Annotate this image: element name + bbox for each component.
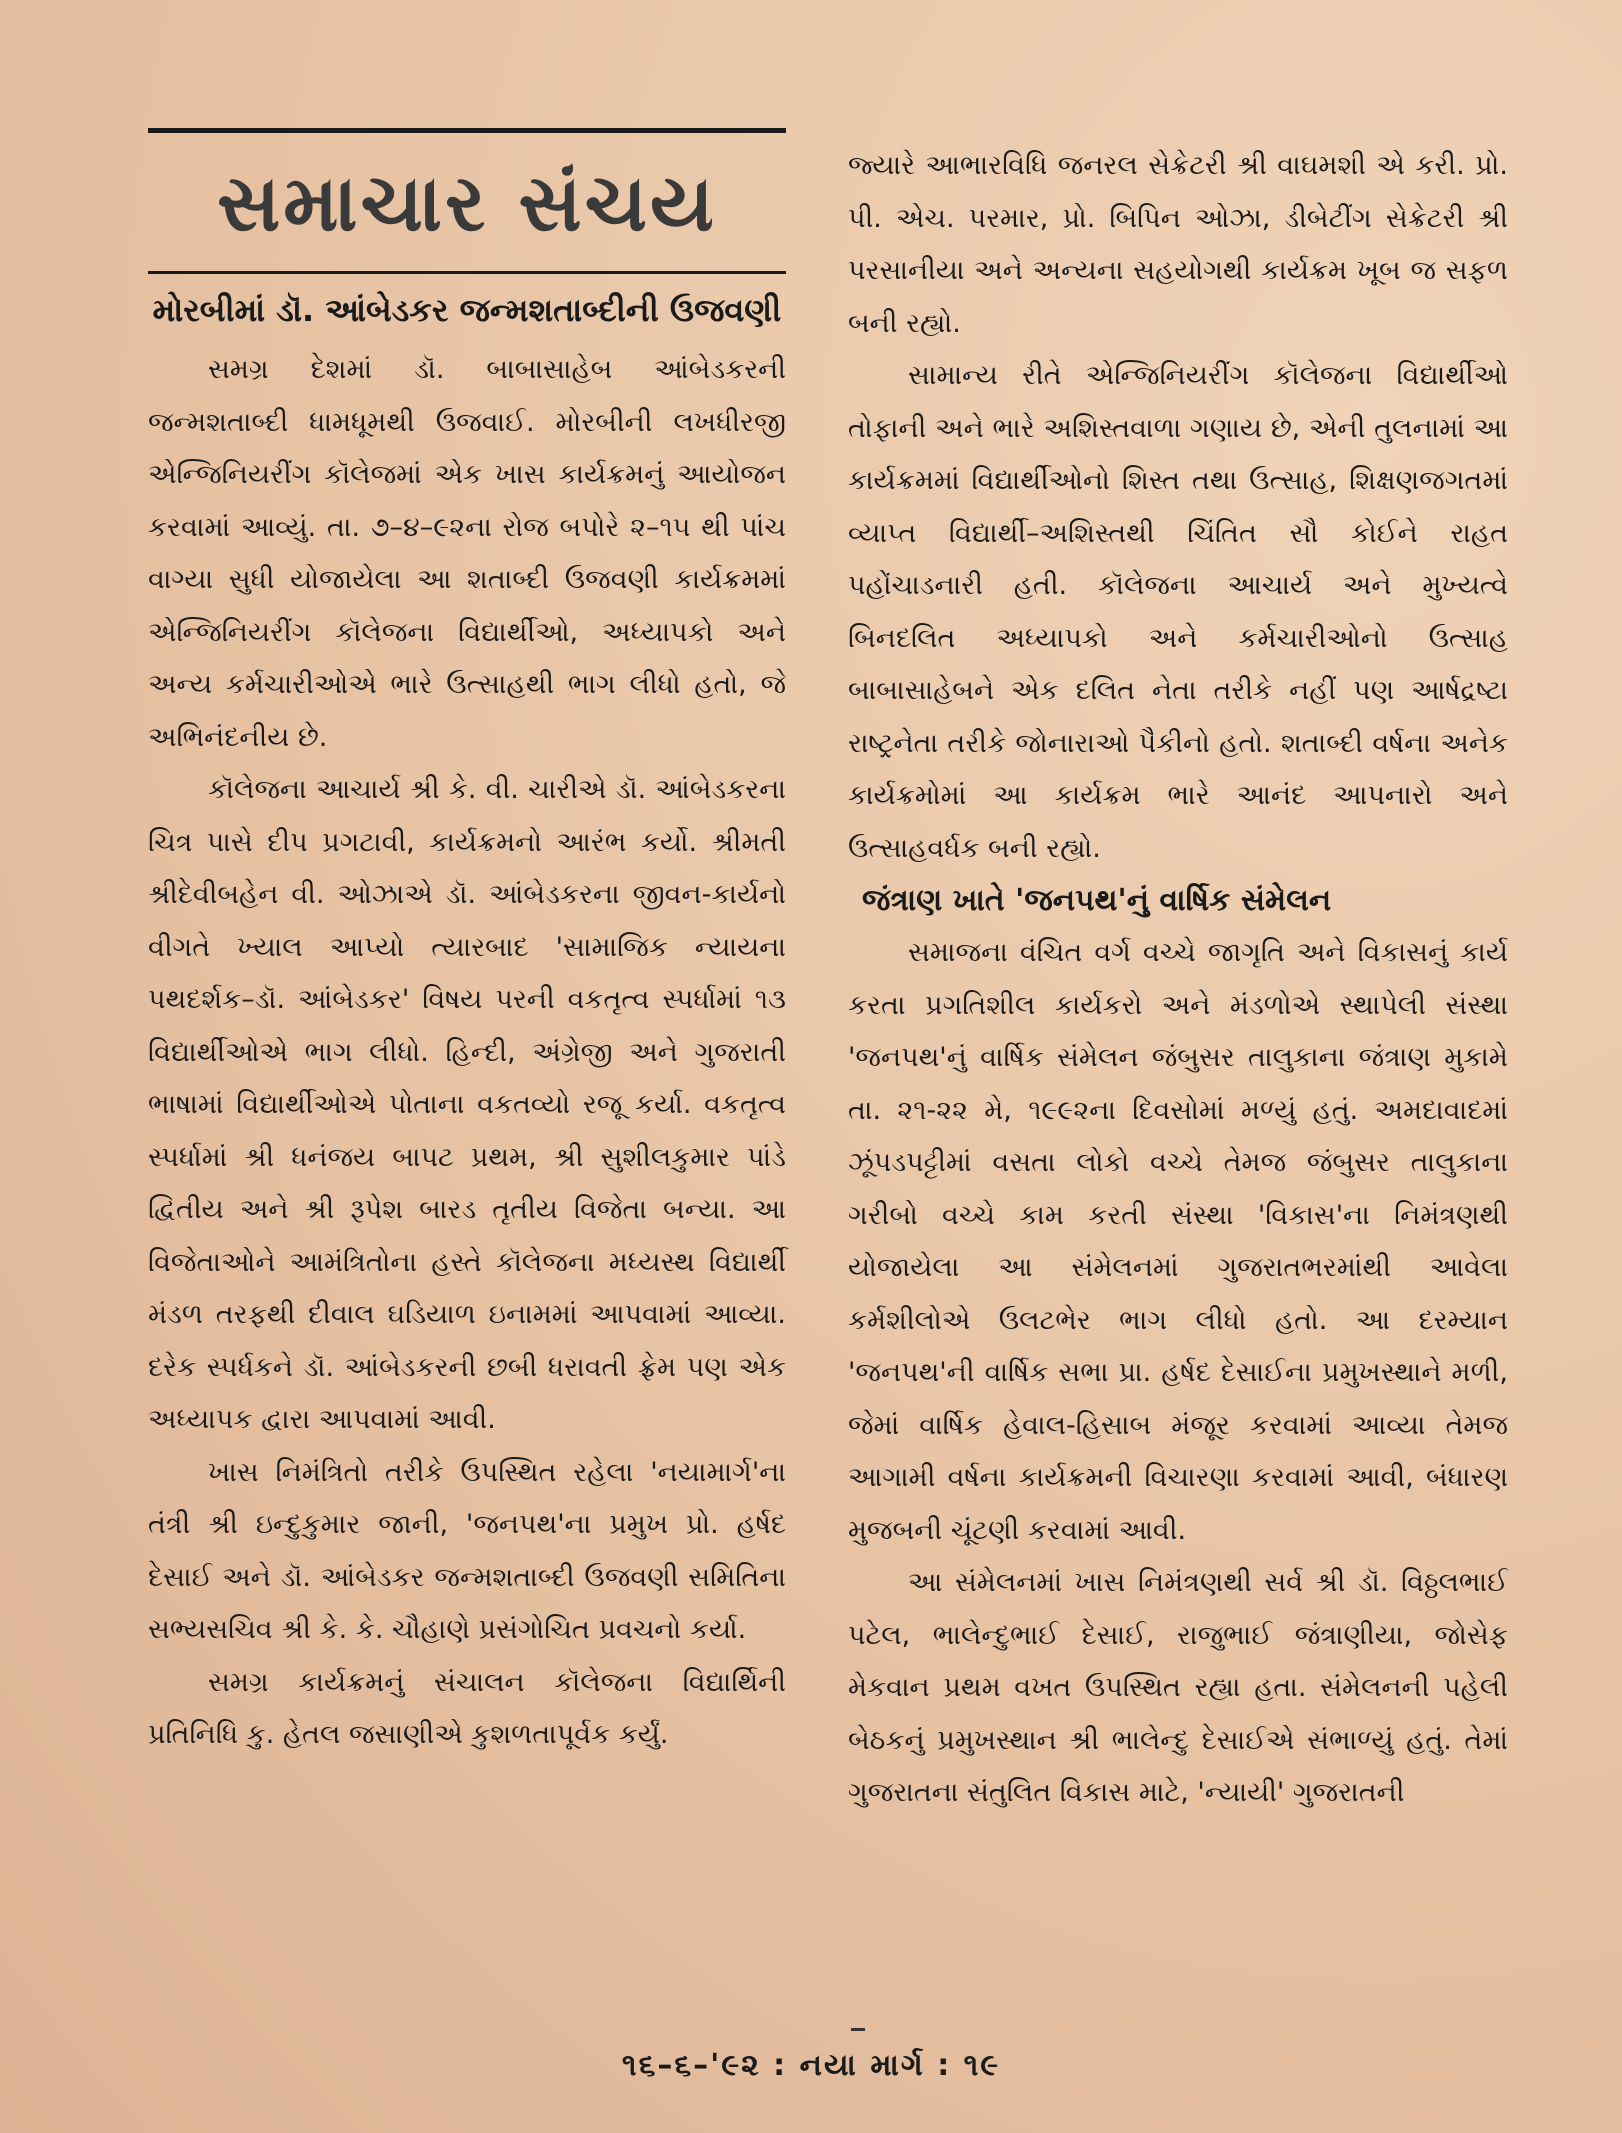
article-headline: મોરબીમાં ડૉ. આંબેડકર જન્મશતાબ્દીની ઉજવણી	[152, 291, 782, 329]
article-paragraph: કૉલેજના આચાર્ય શ્રી કે. વી. ચારીએ ડૉ. આંબેડકરના ચિત્ર પાસે દીપ પ્રગટાવી, કાર્યક્રમનો આરંભ કર્યો. શ્રીમતી શ્રીદેવીબહેન વી. ઓઝાએ ડૉ. આંબેડકરના જીવન-કાર્યનો વીગતે ખ્યાલ આપ્યો ત્યારબાદ 'સામાજિક ન્યાયના પથદર્શક–ડૉ. આંબેડકર' વિષય પરની વકતૃત્વ સ્પર્ધામાં ૧૩ વિદ્યાર્થીઓએ ભાગ લીધો. હિન્દી, અંગ્રેજી અને ગુજરાતી ભાષામાં વિદ્યાર્થીઓએ પોતાના વકતવ્યો રજૂ કર્યા. વકતૃત્વ સ્પર્ધામાં શ્રી ધનંજય બાપટ પ્રથમ, શ્રી સુશીલકુમાર પાંડે દ્વિતીય અને શ્રી રૂપેશ બારડ તૃતીય વિજેતા બન્યા. આ વિજેતાઓને આમંત્રિતોના હસ્તે કૉલેજના મધ્યસ્થ વિદ્યાર્થી મંડળ તરફથી દીવાલ ઘડિયાળ ઇનામમાં આપવામાં આવ્યા. દરેક સ્પર્ધકને ડૉ. આંબેડકરની છબી ધરાવતી ફ્રેમ પણ એક અધ્યાપક દ્વારા આપવામાં આવી.	[148, 774, 786, 1435]
masthead-rule	[148, 271, 786, 274]
section-masthead: સમાચાર સંચય	[217, 158, 717, 249]
article-subheadline: જંત્રાણ ખાતે 'જનપથ'નું વાર્ષિક સંમેલન	[862, 883, 1332, 918]
right-column	[848, 140, 1508, 1820]
article-paragraph: સમાજના વંચિત વર્ગ વચ્ચે જાગૃતિ અને વિકાસનું કાર્ય કરતા પ્રગતિશીલ કાર્યકરો અને મંડળોએ સ્થાપેલી સંસ્થા 'જનપથ'નું વાર્ષિક સંમેલન જંબુસર તાલુકાના જંત્રાણ મુકામે તા. ૨૧-૨૨ મે, ૧૯૯૨ના દિવસોમાં મળ્યું હતું. અમદાવાદમાં ઝૂંપડપટ્ટીમાં વસતા લોકો વચ્ચે તેમજ જંબુસર તાલુકાના ગરીબો વચ્ચે કામ કરતી સંસ્થા 'વિકાસ'ના નિમંત્રણથી યોજાયેલા આ સંમેલનમાં ગુજરાતભરમાંથી આવેલા કર્મશીલોએ ઉલટભેર ભાગ લીધો હતો. આ દરમ્યાન 'જનપથ'ની વાર્ષિક સભા પ્રા. હર્ષદ દેસાઈના પ્રમુખસ્થાને મળી, જેમાં વાર્ષિક હેવાલ-હિસાબ મંજૂર કરવામાં આવ્યા તેમજ આગામી વર્ષના કાર્યક્રમની વિચારણા કરવામાં આવી, બંધારણ મુજબની ચૂંટણી કરવામાં આવી.	[848, 937, 1508, 1546]
top-rule	[148, 128, 786, 133]
article-paragraph: આ સંમેલનમાં ખાસ નિમંત્રણથી સર્વ શ્રી ડૉ. વિઠ્ઠલભાઈ પટેલ, ભાલેન્દુભાઈ દેસાઈ, રાજુભાઈ જંત્રાણીયા, જોસેફ મેકવાન પ્રથમ વખત ઉપસ્થિત રહ્યા હતા. સંમેલનની પહેલી બેઠકનું પ્રમુખસ્થાન શ્રી ભાલેન્દુ દેસાઈએ સંભાળ્યું હતું. તેમાં ગુજરાતના સંતુલિત વિકાસ માટે, 'ન્યાયી' ગુજરાતની	[848, 1567, 1508, 1808]
article-paragraph: સમગ્ર દેશમાં ડૉ. બાબાસાહેબ આંબેડકરની જન્મશતાબ્દી ધામધૂમથી ઉજવાઈ. મોરબીની લખધીરજી એન્જિનિયરીંગ કૉલેજમાં એક ખાસ કાર્યક્રમનું આયોજન કરવામાં આવ્યું. તા. ૭–૪–૯૨ના રોજ બપોરે ૨–૧૫ થી પાંચ વાગ્યા સુધી યોજાયેલા આ શતાબ્દી ઉજવણી કાર્યક્રમમાં એન્જિનિયરીંગ કૉલેજના વિદ્યાર્થીઓ, અધ્યાપકો અને અન્ય કર્મચારીઓએ ભારે ઉત્સાહથી ભાગ લીધો હતો, જે અભિનંદનીય છે.	[148, 354, 786, 753]
article-paragraph: સામાન્ય રીતે એન્જિનિયરીંગ કૉલેજના વિદ્યાર્થીઓ તોફાની અને ભારે અશિસ્તવાળા ગણાય છે, એની તુલનામાં આ કાર્યક્રમમાં વિદ્યાર્થીઓનો શિસ્ત તથા ઉત્સાહ, શિક્ષણજગતમાં વ્યાપ્ત વિદ્યાર્થી–અશિસ્તથી ચિંતિત સૌ કોઈને રાહત પહોંચાડનારી હતી. કૉલેજના આચાર્ય અને મુખ્યત્વે બિનદલિત અધ્યાપકો અને કર્મચારીઓનો ઉત્સાહ બાબાસાહેબને એક દલિત નેતા તરીકે નહીં પણ આર્ષદ્રષ્ટા રાષ્ટ્રનેતા તરીકે જોનારાઓ પૈકીનો હતો. શતાબ્દી વર્ષના અનેક કાર્યક્રમોમાં આ કાર્યક્રમ ભારે આનંદ આપનારો અને ઉત્સાહવર્ધક બની રહ્યો.	[848, 360, 1508, 864]
footer-dash	[851, 2028, 865, 2031]
article-paragraph-continued: જ્યારે આભારવિધિ જનરલ સેક્રેટરી શ્રી વાઘમશી એ કરી. પ્રો. પી. એચ. પરમાર, પ્રો. બિપિન ઓઝા, ડીબેટીંગ સેક્રેટરી શ્રી પરસાનીયા અને અન્યના સહયોગથી કાર્યક્રમ ખૂબ જ સફળ બની રહ્યો.	[848, 150, 1508, 339]
page-footer: ૧૬–૬–'૯૨ : નયા માર્ગ : ૧૯	[621, 2048, 1001, 2083]
article-paragraph: ખાસ નિમંત્રિતો તરીકે ઉપસ્થિત રહેલા 'નયામાર્ગ'ના તંત્રી શ્રી ઇન્દુકુમાર જાની, 'જનપથ'ના પ્રમુખ પ્રો. હર્ષદ દેસાઈ અને ડૉ. આંબેડકર જન્મશતાબ્દી ઉજવણી સમિતિના સભ્યસચિવ શ્રી કે. કે. ચૌહાણે પ્રસંગોચિત પ્રવચનો કર્યા.	[148, 1456, 786, 1645]
article-paragraph: સમગ્ર કાર્યક્રમનું સંચાલન કૉલેજના વિદ્યાર્થિની પ્રતિનિધિ કુ. હેતલ જસાણીએ કુશળતાપૂર્વક કર્યું.	[148, 1666, 786, 1750]
left-column	[148, 128, 786, 1762]
